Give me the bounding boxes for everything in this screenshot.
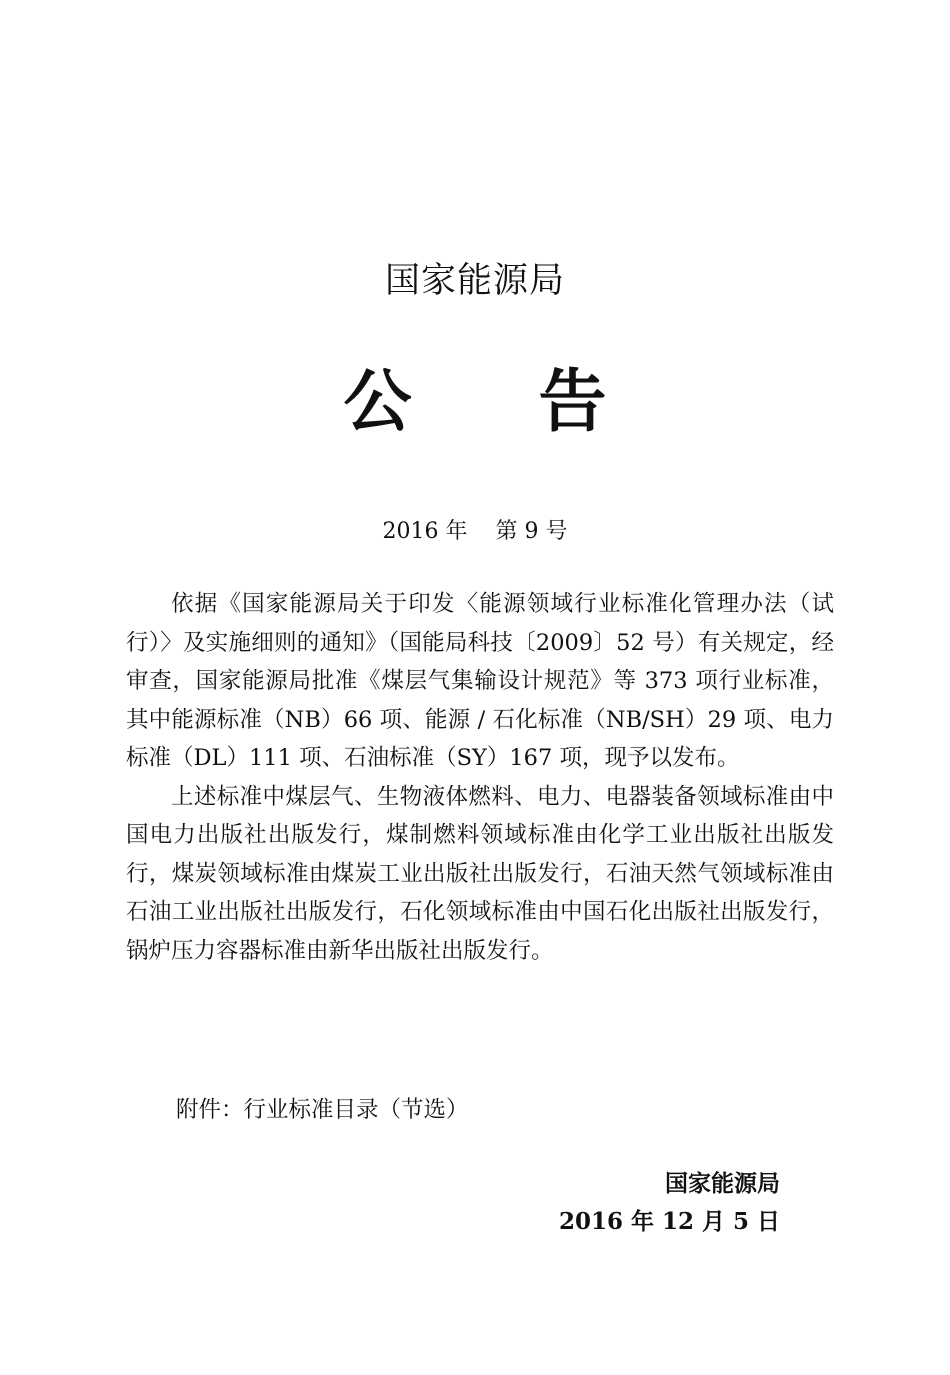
signature-block xyxy=(559,1165,780,1241)
signature-date: 2016 年 12 月 5 日 xyxy=(558,1208,780,1235)
body-paragraph-1: 依据《国家能源局关于印发〈能源领域行业标准化管理办法（试行）〉及实施细则的通知》（国能局科技〔2009〕52 号）有关规定，经审查，国家能源局批准《煤层气集输设计规范》等 373 项行业标准，其中能源标准（NB）66 项、能源 / 石化标准（NB/SH）29 项、电力标准（DL）111 项、石油标准（SY）167 项，现予以发布。 xyxy=(126,591,834,771)
title-char-first: 公 xyxy=(343,363,412,442)
body-paragraph-2: 上述标准中煤层气、生物液体燃料、电力、电器装备领域标准由中国电力出版社出版发行，煤制燃料领域标准由化学工业出版社出版发行，煤炭领域标准由煤炭工业出版社出版发行，石油天然气领域标准由石油工业出版社出版发行，石化领域标准由中国石化出版社出版发行，锅炉压力容器标准由新华出版社出版发行。 xyxy=(126,783,834,964)
document-number xyxy=(0,514,950,545)
announcement-body xyxy=(126,585,834,970)
document-title xyxy=(0,348,950,445)
title-char-second: 告 xyxy=(538,363,607,442)
document-issue-number: 第 9 号 xyxy=(495,519,568,544)
attachment-line: 附件：行业标准目录（节选） xyxy=(176,1097,469,1123)
document-year: 2016 年 xyxy=(382,519,468,544)
signature-org: 国家能源局 xyxy=(665,1171,780,1197)
issuer-name: 国家能源局 xyxy=(384,261,565,301)
